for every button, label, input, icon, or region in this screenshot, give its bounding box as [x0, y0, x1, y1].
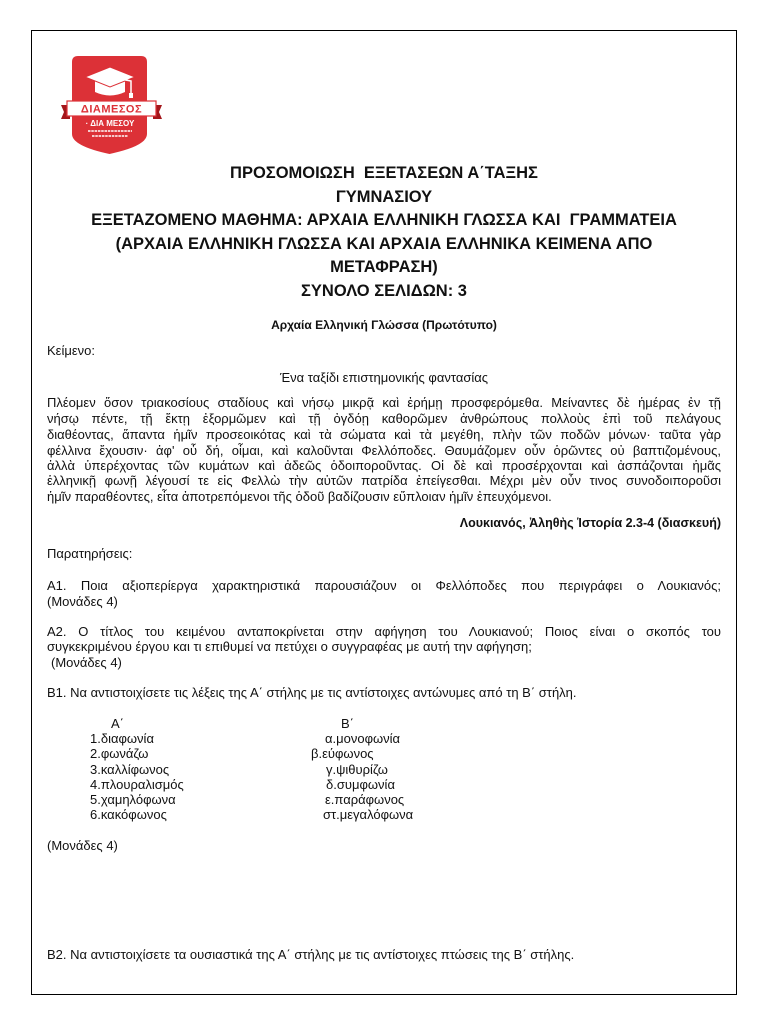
title-line: ΓΥΜΝΑΣΙΟΥ: [335, 187, 433, 206]
question-a2-points: (Μονάδες 4): [51, 655, 122, 670]
passage-line: φέλλινα ἔχουσιν· ἀφ' οὗ δή, οἶμαι, καὶ καλοῦνται Φελλόποδες. Θαυμάζομεν οὖν ὁρῶντες οὐ βαπτιζομένους,: [47, 443, 721, 458]
column-a-item: 4.πλουραλισμός: [90, 777, 184, 792]
notes-label: Παρατηρήσεις:: [47, 546, 133, 561]
question-a1: Α1. Ποια αξιοπερίεργα χαρακτηριστικά παρουσιάζουν οι Φελλόποδες που περιγράφει ο Λουκιανός;: [47, 578, 721, 593]
title-line: (ΑΡΧΑΙΑ ΕΛΛΗΝΙΚΗ ΓΛΩΣΣΑ ΚΑΙ ΑΡΧΑΙΑ ΕΛΛΗΝΙΚΑ ΚΕΙΜΕΝΑ ΑΠΟ: [115, 234, 653, 253]
column-a-item: 1.διαφωνία: [90, 731, 154, 746]
title-line: ΣΥΝΟΛΟ ΣΕΛΙΔΩΝ: 3: [301, 281, 467, 300]
title-line: ΜΕΤΑΦΡΑΣΗ): [330, 258, 438, 277]
exam-title: [30, 162, 738, 304]
question-b1: Β1. Να αντιστοιχίσετε τις λέξεις της Α΄ στήλης με τις αντίστοιχες αντώνυμες από τη Β΄ στήλη.: [47, 685, 577, 700]
column-b-item: γ.ψιθυρίζω: [326, 762, 388, 777]
title-line: ΕΞΕΤΑΖΟΜΕΝΟ ΜΑΘΗΜΑ: ΑΡΧΑΙΑ ΕΛΛΗΝΙΚΗ ΓΛΩΣΣΑ ΚΑΙ ΓΡΑΜΜΑΤΕΙΑ: [91, 211, 677, 230]
column-b-item: α.μονοφωνία: [325, 731, 401, 746]
column-a-item: 3.καλλίφωνος: [90, 762, 170, 777]
column-b-item: στ.μεγαλόφωνα: [323, 807, 414, 822]
text-label: Κείμενο:: [47, 343, 95, 358]
column-a-item: 6.κακόφωνος: [90, 807, 167, 822]
passage-line: ἑλληνικῇ φωνῇ λέγουσί τε εἰς Φελλὼ τὴν αὑτῶν πατρίδα ἐπείγεσθαι. Μέχρι μὲν οὖν τινος συνοδοιποροῦσι: [47, 473, 721, 488]
question-a1-points: (Μονάδες 4): [47, 594, 118, 609]
question-a2-line: συγκεκριμένου έργου και τι επιθυμεί να πετύχει ο συγγραφέας με αυτή την αφήγηση;: [47, 639, 532, 654]
column-b-item: δ.συμφωνία: [326, 777, 395, 792]
school-logo: [58, 50, 168, 160]
passage-line: νήσῳ πέντε, τῇ ἕκτῃ ἐξορμῶμεν καὶ τῇ ὀγδόῃ καθορῶμεν ἀνθρώπους πολλοὺς ἐπὶ τοῦ πελάγους: [47, 411, 721, 426]
question-a2-line: Α2. Ο τίτλος του κειμένου ανταποκρίνεται στην αφήγηση του Λουκιανού; Ποιος είναι ο σκοπός του: [47, 624, 721, 639]
passage-line: ἀλλὰ ὑπερέχοντας τῶν κυμάτων καὶ ἀδεῶς ὁδοιποροῦντας. Οἱ δὲ καὶ προσέρχονται καὶ ἀσπάζονται ἡμᾶς: [47, 458, 721, 473]
column-a-header: Α΄: [111, 716, 124, 731]
logo-tagline: · ΔΙΑ ΜΕΣΟΥ: [85, 119, 135, 128]
column-a-item: 2.φωνάζω: [90, 746, 149, 761]
passage-title: Ένα ταξίδι επιστημονικής φαντασίας: [279, 370, 489, 385]
column-b-item: ε.παράφωνος: [325, 792, 405, 807]
column-b-header: Β΄: [341, 716, 354, 731]
question-b2: Β2. Να αντιστοιχίσετε τα ουσιαστικά της Α΄ στήλης με τις αντίστοιχες πτώσεις της Β΄ στήλης.: [47, 947, 575, 962]
passage-line: ἡμῖν παραθέοντες, εἶτα ἀποτρεπόμενοι τῆς ὁδοῦ βαδίζουσιν εὔπλοιαν ἡμῖν ἐπευχόμενοι.: [47, 489, 552, 504]
passage-line: Πλέομεν ὅσον τριακοσίους σταδίους καὶ νήσῳ μικρᾷ καὶ ἐρήμῃ προσφερόμεθα. Μείναντες δὲ ἡμέρας ἐν τῇ: [47, 395, 721, 410]
column-a-item: 5.χαμηλόφωνα: [90, 792, 176, 807]
logo-name: ΔΙΑΜΕΣΟΣ: [80, 103, 143, 116]
column-b-item: β.εύφωνος: [311, 746, 374, 761]
section-title: Αρχαία Ελληνική Γλώσσα (Πρωτότυπο): [271, 318, 497, 332]
logo-banner: [61, 101, 162, 119]
title-line: ΠΡΟΣΟΜΟΙΩΣΗ ΕΞΕΤΑΣΕΩΝ Α΄ΤΑΞΗΣ: [230, 164, 538, 182]
passage-source: Λουκιανός, Ἀληθὴς Ἱστορία 2.3-4 (διασκευή): [459, 516, 721, 530]
passage-line: διαθέοντας, ἅπαντα ἡμῖν προσεοικότας καὶ τὰ σώματα καὶ τὰ μεγέθη, πλὴν τῶν ποδῶν μόνων· ταῦτα γὰρ: [47, 427, 721, 442]
question-b1-points: (Μονάδες 4): [47, 838, 118, 853]
